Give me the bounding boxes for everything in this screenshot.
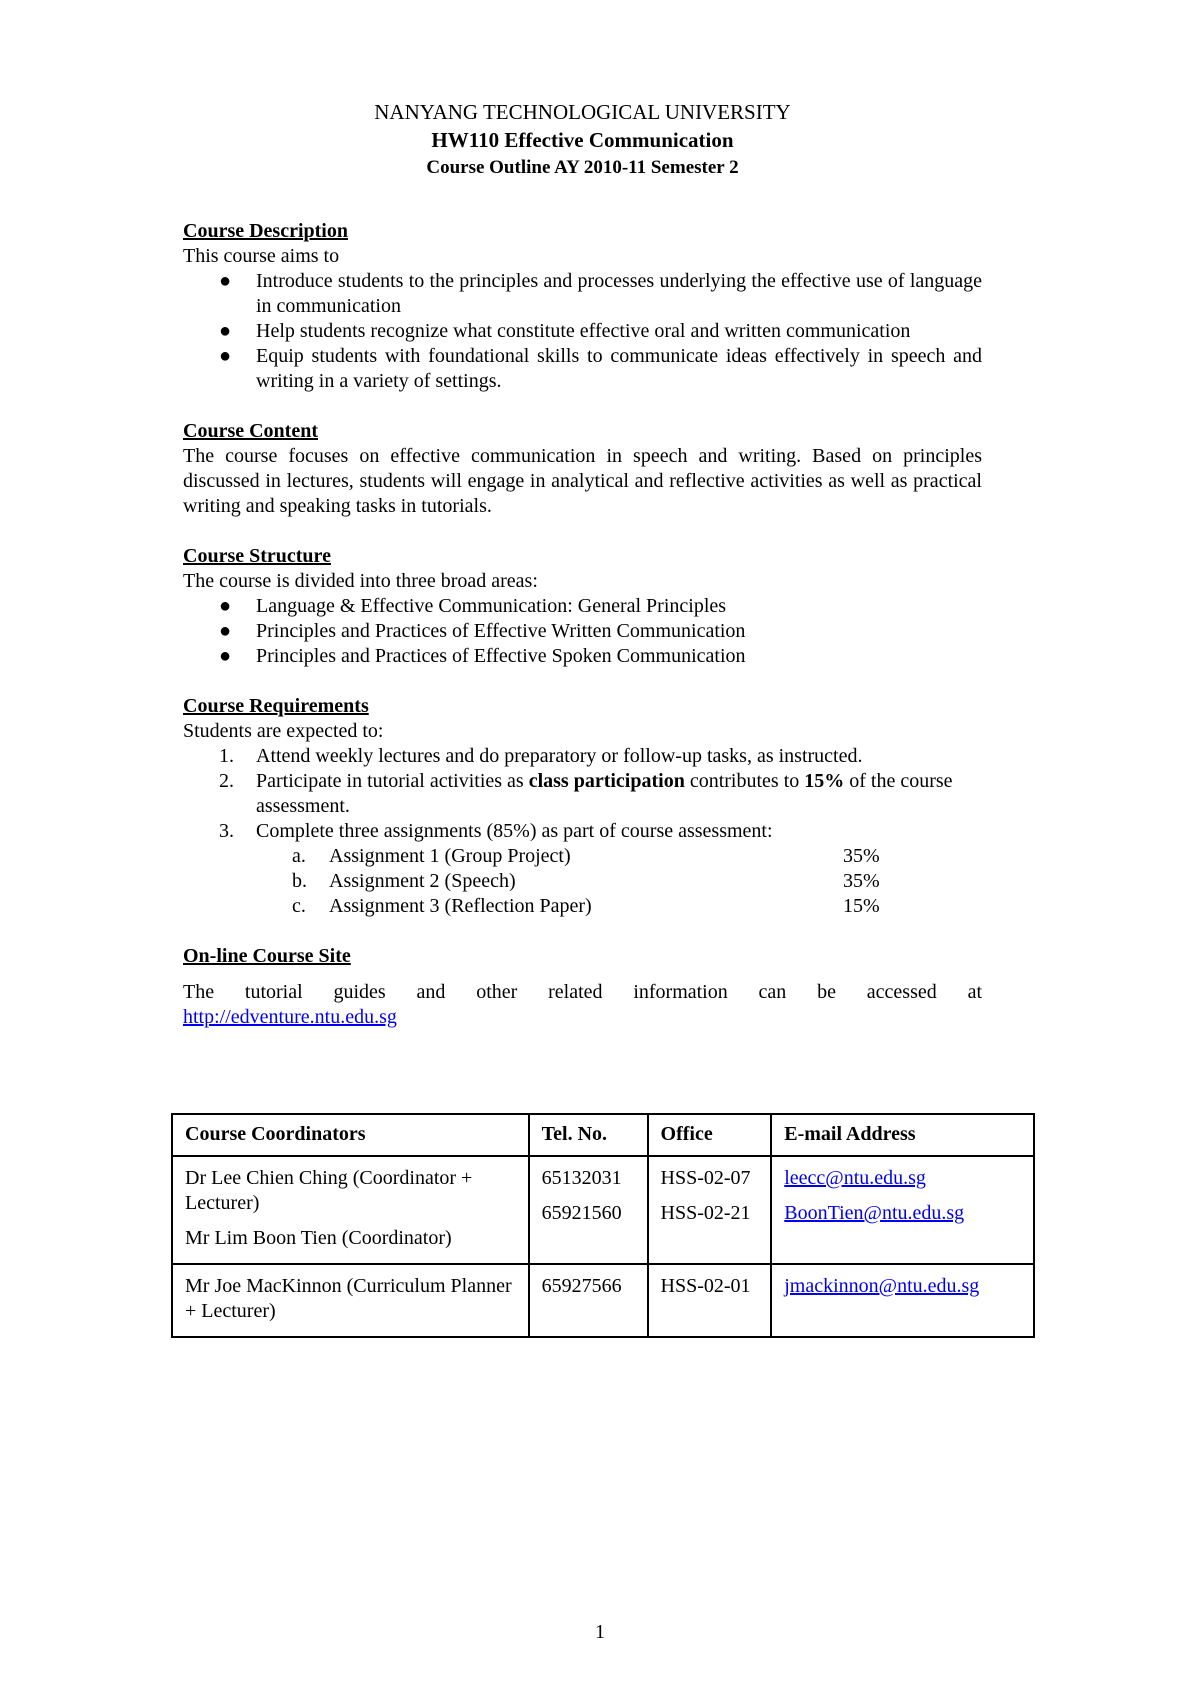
online-course-site-heading: On-line Course Site xyxy=(183,945,351,967)
course-requirements-intro: Students are expected to: xyxy=(183,720,384,742)
bullet-icon: ● xyxy=(219,620,232,642)
university-name: NANYANG TECHNOLOGICAL UNIVERSITY xyxy=(374,100,791,124)
bullet-icon: ● xyxy=(219,645,232,667)
email-cell xyxy=(771,1264,1034,1337)
column-header: Course Coordinators xyxy=(172,1114,529,1156)
column-header: Office xyxy=(648,1114,772,1156)
column-header: E-mail Address xyxy=(771,1114,1034,1156)
bullet-icon: ● xyxy=(219,595,232,617)
email-link[interactable]: jmackinnon@ntu.edu.sg xyxy=(784,1275,980,1297)
email-cell xyxy=(771,1156,1034,1264)
course-structure-list xyxy=(183,594,982,669)
document-page xyxy=(183,98,982,1030)
course-description-list xyxy=(183,269,982,394)
email-link[interactable]: leecc@ntu.edu.sg xyxy=(784,1167,926,1189)
course-title: HW110 Effective Communication xyxy=(431,128,734,152)
course-content-heading: Course Content xyxy=(183,420,318,442)
bullet-icon: ● xyxy=(219,320,232,342)
table-row xyxy=(172,1156,1034,1264)
online-course-site-section xyxy=(183,944,982,1030)
course-content-text: The course focuses on effective communication in speech and writing. Based on principles discussed in lectures, students will engage in analytical and reflective activities as well as practical writing and speaking tasks in tutorials. xyxy=(183,445,982,517)
tel-cell: 65132031 65921560 xyxy=(529,1156,648,1264)
office-cell: HSS-02-07 HSS-02-21 xyxy=(648,1156,772,1264)
list-item: ● Introduce students to the principles and processes underlying the effective use of language in communication xyxy=(219,270,982,317)
bullet-icon: ● xyxy=(219,270,232,292)
course-content-section xyxy=(183,419,982,519)
course-structure-heading: Course Structure xyxy=(183,545,331,567)
online-course-site-text: The tutorial guides and other related information can be accessed at xyxy=(183,981,982,1003)
table-row xyxy=(172,1264,1034,1337)
course-requirements-list xyxy=(183,744,982,844)
assignment-item: b. Assignment 2 (Speech) 35% xyxy=(292,870,880,892)
email-link[interactable]: BoonTien@ntu.edu.sg xyxy=(784,1202,965,1224)
list-item: ● Language & Effective Communication: General Principles xyxy=(219,595,727,617)
list-item: 3. Complete three assignments (85%) as part of course assessment: xyxy=(219,820,773,842)
assignment-weight: 35% xyxy=(843,845,880,867)
tel-cell: 65927566 xyxy=(529,1264,648,1337)
course-description-intro: This course aims to xyxy=(183,245,340,267)
document-header xyxy=(183,98,982,182)
course-structure-intro: The course is divided into three broad areas: xyxy=(183,570,538,592)
page-number: 1 xyxy=(595,1621,605,1643)
assignment-weight: 15% xyxy=(843,895,880,917)
list-item: 2. Participate in tutorial activities as class participation contributes to 15% of the course assessment. xyxy=(219,770,953,817)
list-item: ● Help students recognize what constitute effective oral and written communication xyxy=(219,320,911,342)
list-item: ● Principles and Practices of Effective Spoken Communication xyxy=(219,645,746,667)
assignment-list xyxy=(183,844,982,919)
office-cell: HSS-02-01 xyxy=(648,1264,772,1337)
bullet-icon: ● xyxy=(219,345,232,367)
course-outline-subtitle: Course Outline AY 2010-11 Semester 2 xyxy=(426,157,739,178)
list-item: ● Equip students with foundational skills to communicate ideas effectively in speech and writing in a variety of settings. xyxy=(219,345,982,392)
assignment-weight: 35% xyxy=(843,870,880,892)
course-description-heading: Course Description xyxy=(183,220,348,242)
list-item: 1. Attend weekly lectures and do preparatory or follow-up tasks, as instructed. xyxy=(219,745,863,767)
coordinator-names-cell: Mr Joe MacKinnon (Curriculum Planner + Lecturer) xyxy=(172,1264,529,1337)
course-requirements-section xyxy=(183,694,982,919)
list-item: ● Principles and Practices of Effective Written Communication xyxy=(219,620,746,642)
coordinator-names-cell: Dr Lee Chien Ching (Coordinator + Lecturer) Mr Lim Boon Tien (Coordinator) xyxy=(172,1156,529,1264)
course-structure-section xyxy=(183,544,982,669)
course-requirements-heading: Course Requirements xyxy=(183,695,369,717)
course-site-link[interactable]: http://edventure.ntu.edu.sg xyxy=(183,1006,397,1028)
column-header: Tel. No. xyxy=(529,1114,648,1156)
assignment-item: c. Assignment 3 (Reflection Paper) 15% xyxy=(292,895,880,917)
table-header-row xyxy=(172,1114,1034,1156)
contacts-table xyxy=(171,1113,1035,1338)
course-description-section xyxy=(183,219,982,394)
assignment-item: a. Assignment 1 (Group Project) 35% xyxy=(292,845,880,867)
